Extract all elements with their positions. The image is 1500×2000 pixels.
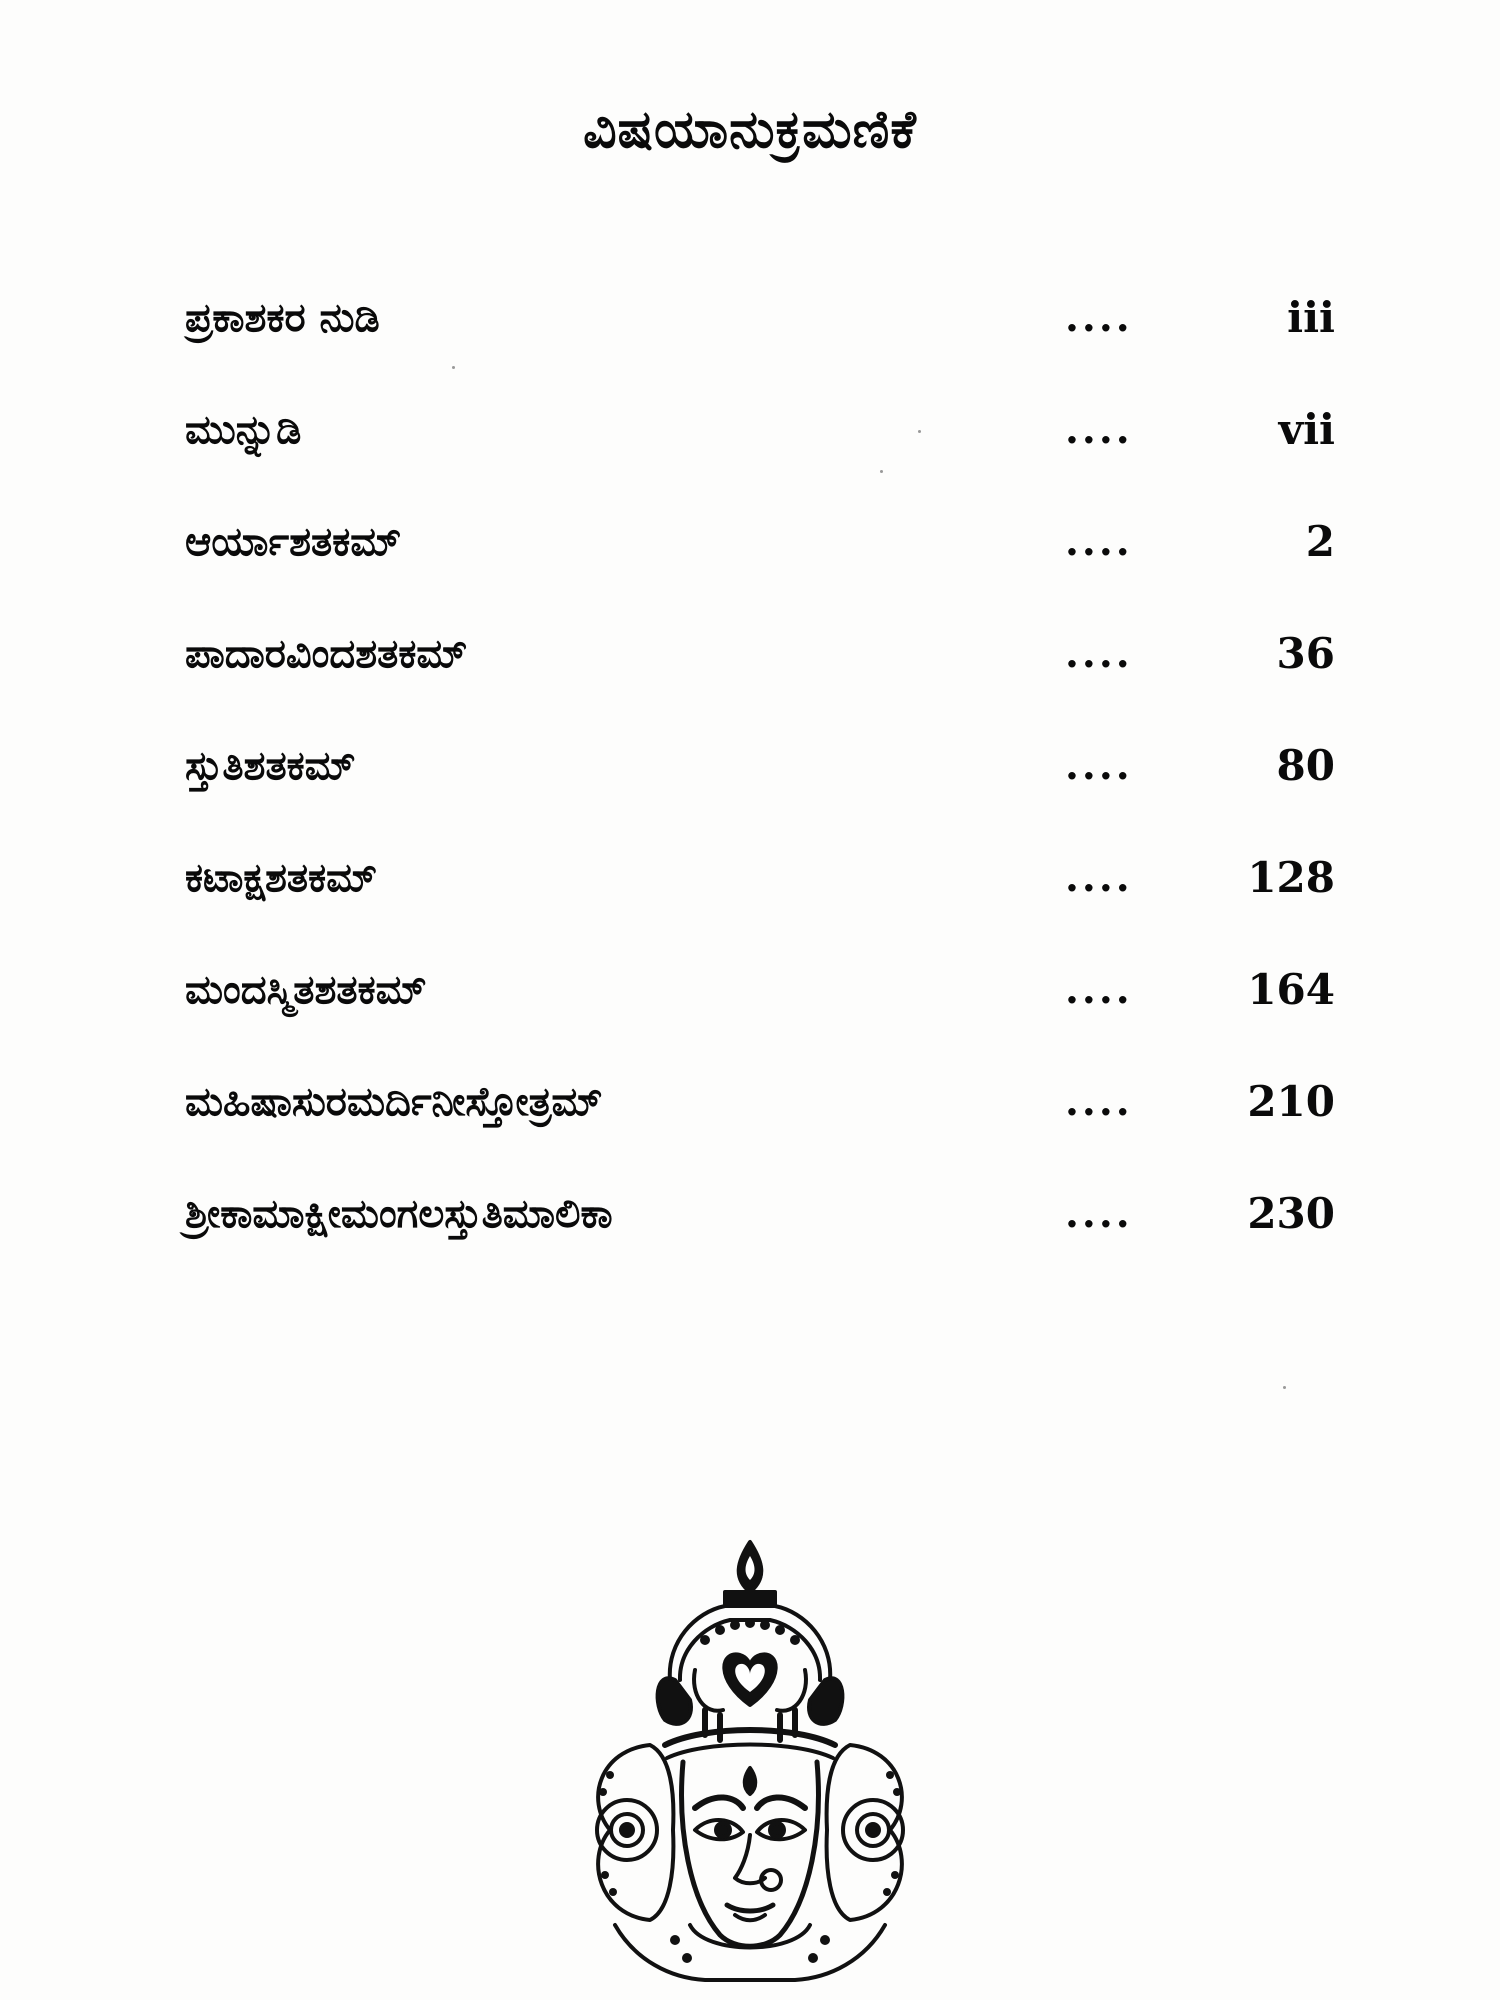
toc-page-number: vii [1278, 405, 1335, 454]
paper-speck [452, 366, 455, 369]
toc-leader-dots: .... [1065, 406, 1133, 453]
toc-page-number: 80 [1276, 741, 1335, 790]
toc-page-number: 128 [1247, 853, 1335, 902]
toc-entry-title: ಪಾದಾರವಿಂದಶತಕಮ್ [185, 631, 468, 677]
toc-entry-title: ಶ್ರೀಕಾಮಾಕ್ಷೀಮಂಗಲಸ್ತುತಿಮಾಲಿಕಾ [185, 1191, 613, 1237]
toc-leader-dots: .... [1065, 854, 1133, 901]
toc-row [185, 1074, 1335, 1186]
toc-row [185, 962, 1335, 1074]
toc-row [185, 402, 1335, 514]
toc-row [185, 850, 1335, 962]
toc-leader-dots: .... [1065, 1190, 1133, 1237]
toc-entry-title: ಪ್ರಕಾಶಕರ ನುಡಿ [185, 295, 380, 341]
toc-leader-dots: .... [1065, 518, 1133, 565]
paper-speck [1283, 1386, 1286, 1389]
toc-row [185, 514, 1335, 626]
toc-entry-title: ಮುನ್ನುಡಿ [185, 407, 302, 453]
toc-leader-dots: .... [1065, 742, 1133, 789]
toc-row [185, 626, 1335, 738]
toc-page-number: 36 [1276, 629, 1335, 678]
toc-leader-dots: .... [1065, 966, 1133, 1013]
toc-row [185, 738, 1335, 850]
toc-page-number: 210 [1247, 1077, 1335, 1126]
paper-speck [918, 430, 921, 433]
paper-speck [880, 470, 883, 473]
toc-leader-dots: .... [1065, 630, 1133, 677]
toc-page-number: 2 [1305, 517, 1335, 566]
toc-page-number: 164 [1247, 965, 1335, 1014]
toc-entry-title: ಸ್ತುತಿಶತಕಮ್ [185, 743, 356, 789]
toc-entry-title: ಮಂದಸ್ಮಿತಶತಕಮ್ [185, 967, 427, 1013]
toc-entry-title: ಮಹಿಷಾಸುರಮರ್ದಿನೀಸ್ತೋತ್ರಮ್ [185, 1079, 603, 1125]
toc-page-number: iii [1287, 293, 1335, 342]
goddess-face-icon [555, 1530, 945, 1990]
table-of-contents [185, 290, 1335, 1298]
toc-leader-dots: .... [1065, 1078, 1133, 1125]
toc-entry-title: ಕಟಾಕ್ಷಶತಕಮ್ [185, 855, 378, 901]
page-title: ವಿಷಯಾನುಕ್ರಮಣಿಕೆ [583, 100, 917, 160]
toc-page-number: 230 [1247, 1189, 1335, 1238]
toc-row [185, 1186, 1335, 1298]
toc-entry-title: ಆರ್ಯಾಶತಕಮ್ [185, 519, 402, 565]
toc-row [185, 290, 1335, 402]
toc-leader-dots: .... [1065, 294, 1133, 341]
